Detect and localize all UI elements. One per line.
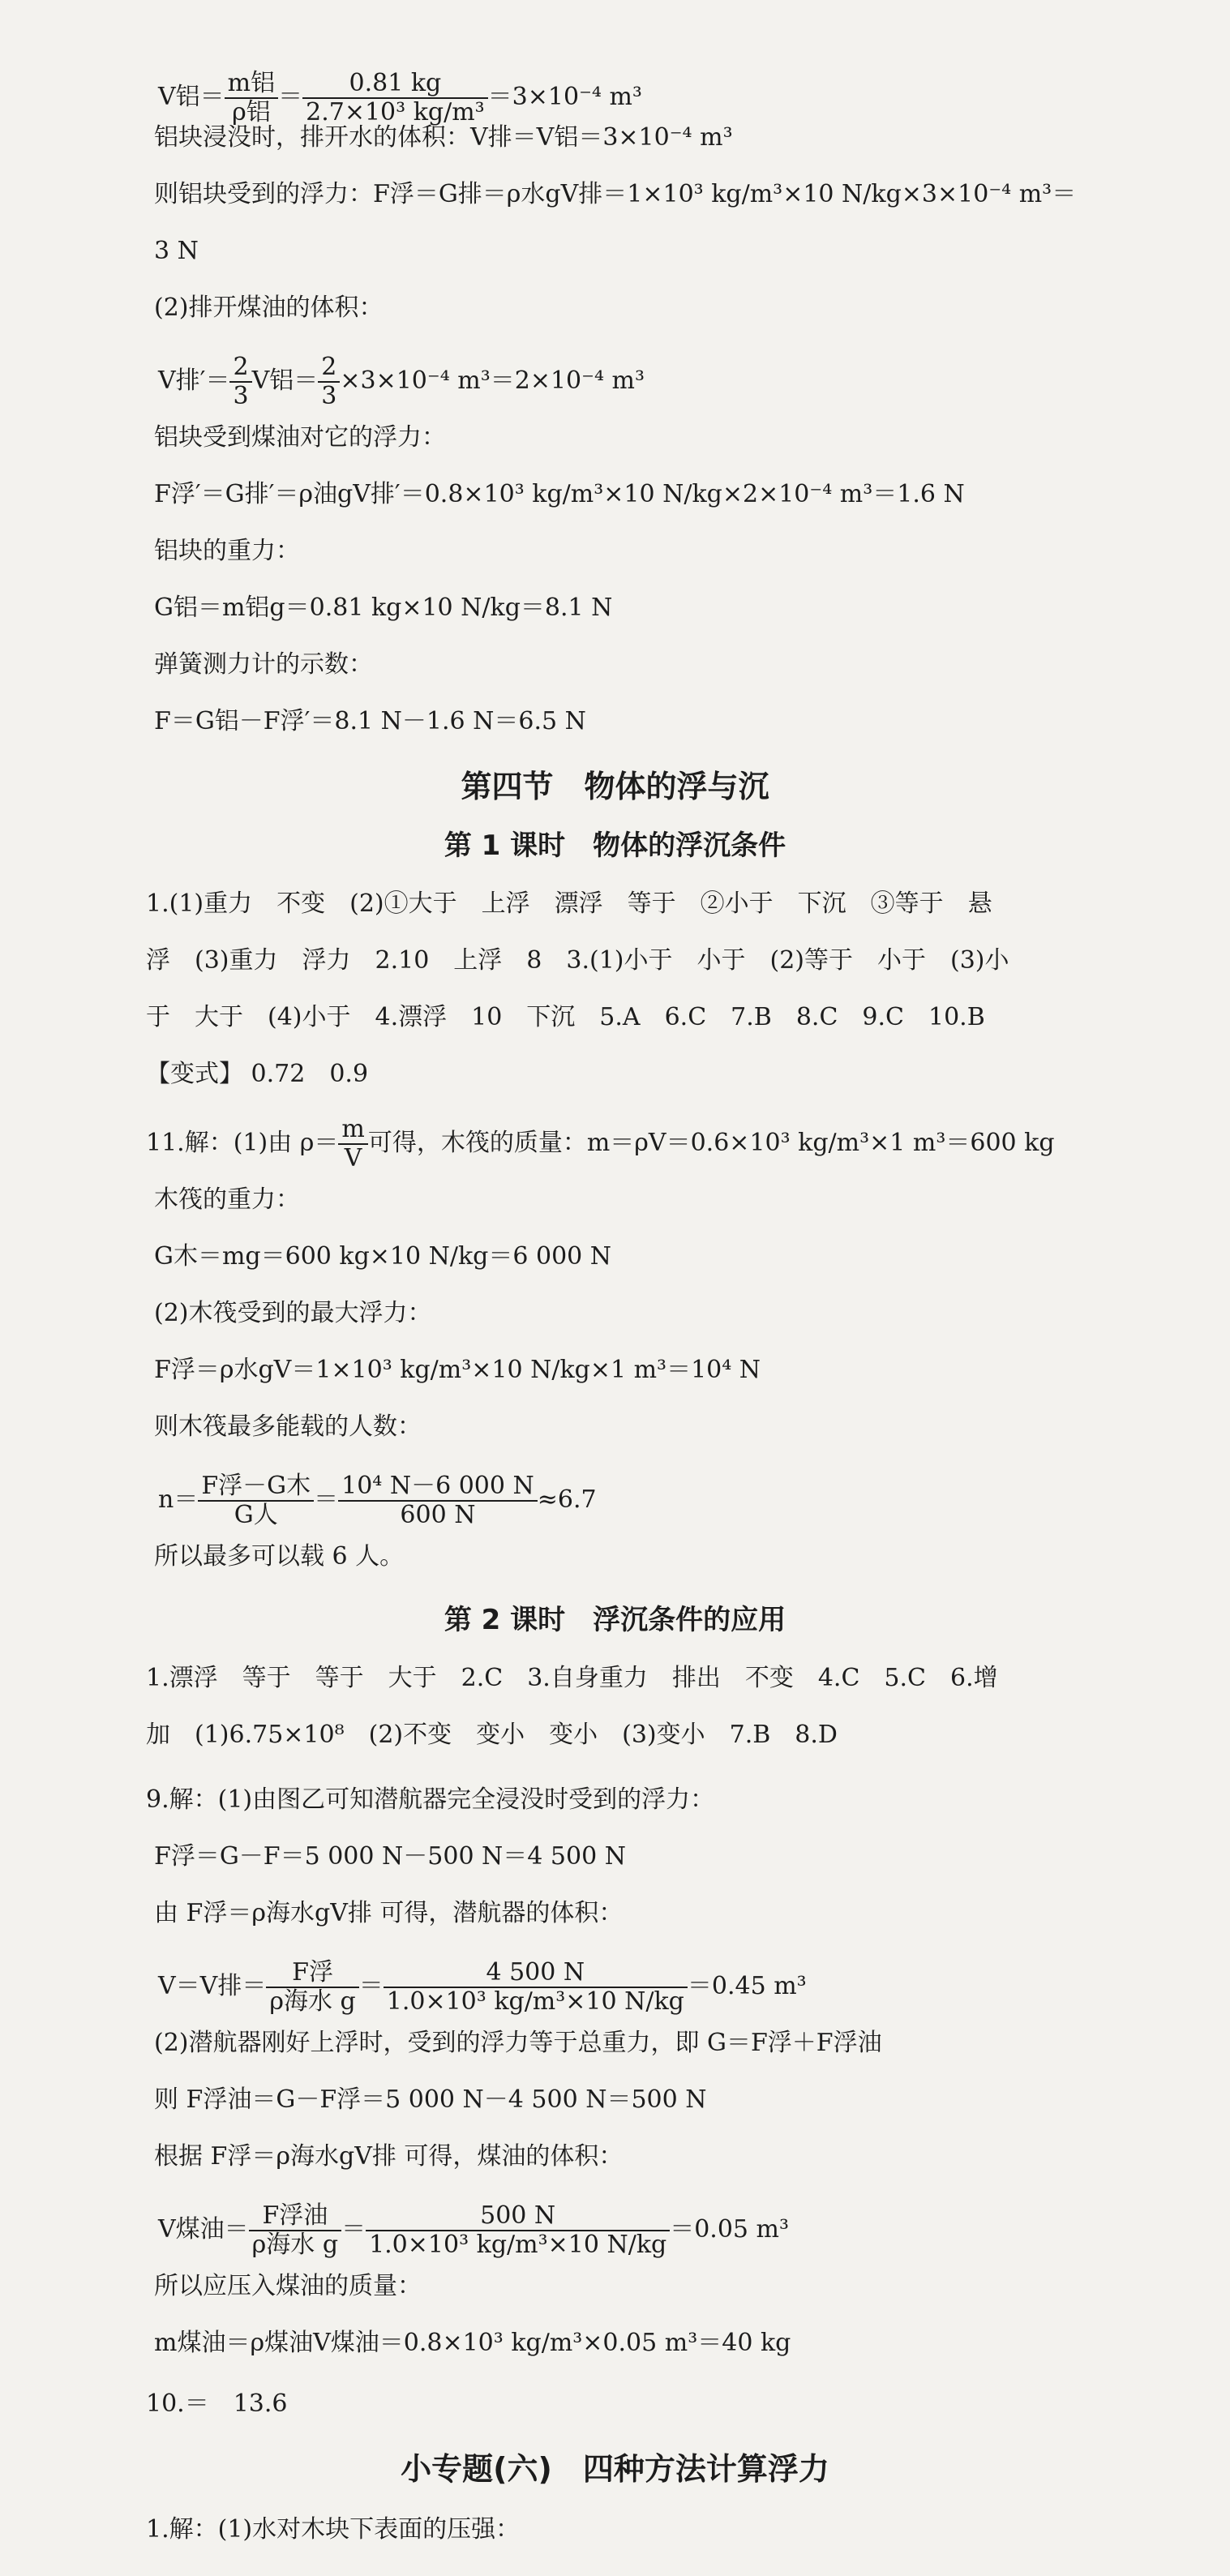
text-line: F浮＝ρ水gV＝1×10³ kg/m³×10 N/kg×1 m³＝10⁴ N: [154, 1356, 761, 1384]
lesson-title: 第 2 课时 浮沉条件的应用: [444, 1604, 786, 1636]
text-line: 所以最多可以载 6 人。: [154, 1542, 405, 1571]
text-line: 弹簧测力计的示数：: [154, 650, 373, 679]
fraction: $\frac{\text{10⁴ N－6 000 N}}{600 N}$: [338, 1472, 538, 1529]
answer-line: 加 (1)6.75×10⁸ (2)不变 变小 变小 (3)变小 7.B 8.D: [146, 1721, 838, 1749]
text-line: (2)潜航器刚好上浮时，受到的浮力等于总重力，即 G＝F浮＋F浮油: [154, 2029, 882, 2057]
fraction: $\frac{2}{3}$: [229, 354, 251, 410]
answer-line: 于 大于 (4)小于 4.漂浮 10 下沉 5.A 6.C 7.B 8.C 9.C 10.B: [146, 1003, 985, 1031]
q11-mass: 11.解：(1)由 ρ＝ $\frac{m}{V}$ 可得，木筏的质量：m＝ρV＝0.6×10³ kg/m³×1 m³＝600 kg: [146, 1115, 1055, 1172]
fraction: $\frac{\text{F浮油}}{\text{ρ海水 g}}$: [249, 2202, 341, 2259]
text-line: 铝块浸没时，排开水的体积：V排＝V铝＝3×10⁻⁴ m³: [154, 123, 733, 152]
text-line: 则铝块受到的浮力：F浮＝G排＝ρ水gV排＝1×10³ kg/m³×10 N/kg×3×10⁻⁴ m³＝: [154, 180, 1077, 208]
section-title: 第四节 物体的浮与沉: [461, 769, 769, 804]
answer-line: 1.漂浮 等于 等于 大于 2.C 3.自身重力 排出 不变 4.C 5.C 6.增: [146, 1664, 998, 1692]
fraction: $\frac{\text{F浮－G木}}{\text{G人}}$: [198, 1472, 314, 1529]
answer-line: 浮 (3)重力 浮力 2.10 上浮 8 3.(1)小于 小于 (2)等于 小于 (3)小: [146, 946, 1009, 975]
text-line: 1.解：(1)水对木块下表面的压强：: [146, 2515, 521, 2544]
text-line: 由 F浮＝ρ海水gV排 可得，潜航器的体积：: [154, 1899, 624, 1927]
text-line: 则 F浮油＝G－F浮＝5 000 N－4 500 N＝500 N: [154, 2085, 707, 2114]
text-line: F浮＝G－F＝5 000 N－500 N＝4 500 N: [154, 1842, 626, 1871]
text-line: 所以应压入煤油的质量：: [154, 2272, 422, 2300]
text-line: 铝块受到煤油对它的浮力：: [154, 423, 446, 452]
variant-answer: 【变式】 0.72 0.9: [146, 1060, 369, 1088]
text-line: (2)木筏受到的最大浮力：: [154, 1299, 432, 1327]
text-line: 3 N: [154, 237, 199, 265]
answer-line: 10.＝ 13.6: [146, 2390, 288, 2418]
text-line: 铝块的重力：: [154, 537, 300, 565]
text-line: G木＝mg＝600 kg×10 N/kg＝6 000 N: [154, 1242, 612, 1271]
fraction: $\frac{2}{3}$: [318, 354, 340, 410]
answer-line: 1.(1)重力 不变 (2)①大于 上浮 漂浮 等于 ②小于 下沉 ③等于 悬: [146, 889, 992, 918]
text-line: F＝G铝－F浮′＝8.1 N－1.6 N＝6.5 N: [154, 707, 586, 735]
text-line: 则木筏最多能载的人数：: [154, 1412, 422, 1441]
fraction: $\frac{4 500 N}{\text{1.0×10³ kg/m³×10 N/kg}}$: [384, 1959, 688, 2016]
q11-count: n＝ $\frac{\text{F浮－G木}}{\text{G人}}$ ＝ $\frac{\text{10⁴ N－6 000 N}}{600 N}$ ≈6.7: [158, 1472, 597, 1529]
eq-volume-aluminum: V铝＝ $\frac{\text{m铝}}{\text{ρ铝}}$ ＝ $\frac{0.81 kg}{\text{2.7×10³ kg/m³}}$ ＝3×10⁻⁴ m³: [158, 69, 642, 126]
text-line: 9.解：(1)由图乙可知潜航器完全浸没时受到的浮力：: [146, 1785, 715, 1814]
special-topic-title: 小专题(六) 四种方法计算浮力: [401, 2451, 829, 2487]
text-line: 根据 F浮＝ρ海水gV排 可得，煤油的体积：: [154, 2142, 624, 2171]
text-line: (2)排开煤油的体积：: [154, 294, 384, 322]
text-line: 木筏的重力：: [154, 1185, 300, 1214]
fraction: $\frac{m}{V}$: [338, 1116, 367, 1172]
fraction: $\frac{500 N}{\text{1.0×10³ kg/m³×10 N/kg}}$: [366, 2202, 670, 2259]
fraction: $\frac{0.81 kg}{\text{2.7×10³ kg/m³}}$: [302, 70, 488, 126]
fraction: $\frac{\text{F浮}}{\text{ρ海水 g}}$: [266, 1959, 358, 2016]
text-line: G铝＝m铝g＝0.81 kg×10 N/kg＝8.1 N: [154, 594, 613, 622]
eq-volume-kerosene: V排′＝ $\frac{2}{3}$ V铝＝ $\frac{2}{3}$ ×3×10⁻⁴ m³＝2×10⁻⁴ m³: [158, 353, 645, 410]
q9-volume: V＝V排＝ $\frac{\text{F浮}}{\text{ρ海水 g}}$ ＝ $\frac{4 500 N}{\text{1.0×10³ kg/m³×10 N/kg}}$ ＝0.45 m³: [158, 1958, 807, 2016]
q9-kerosene-volume: V煤油＝ $\frac{\text{F浮油}}{\text{ρ海水 g}}$ ＝ $\frac{500 N}{\text{1.0×10³ kg/m³×10 N/kg}}$ ＝0.05 m³: [158, 2201, 790, 2259]
text-line: m煤油＝ρ煤油V煤油＝0.8×10³ kg/m³×0.05 m³＝40 kg: [154, 2329, 791, 2357]
fraction: $\frac{\text{m铝}}{\text{ρ铝}}$: [225, 70, 278, 126]
text-line: F浮′＝G排′＝ρ油gV排′＝0.8×10³ kg/m³×10 N/kg×2×10⁻⁴ m³＝1.6 N: [154, 480, 965, 508]
lesson-title: 第 1 课时 物体的浮沉条件: [444, 829, 786, 862]
